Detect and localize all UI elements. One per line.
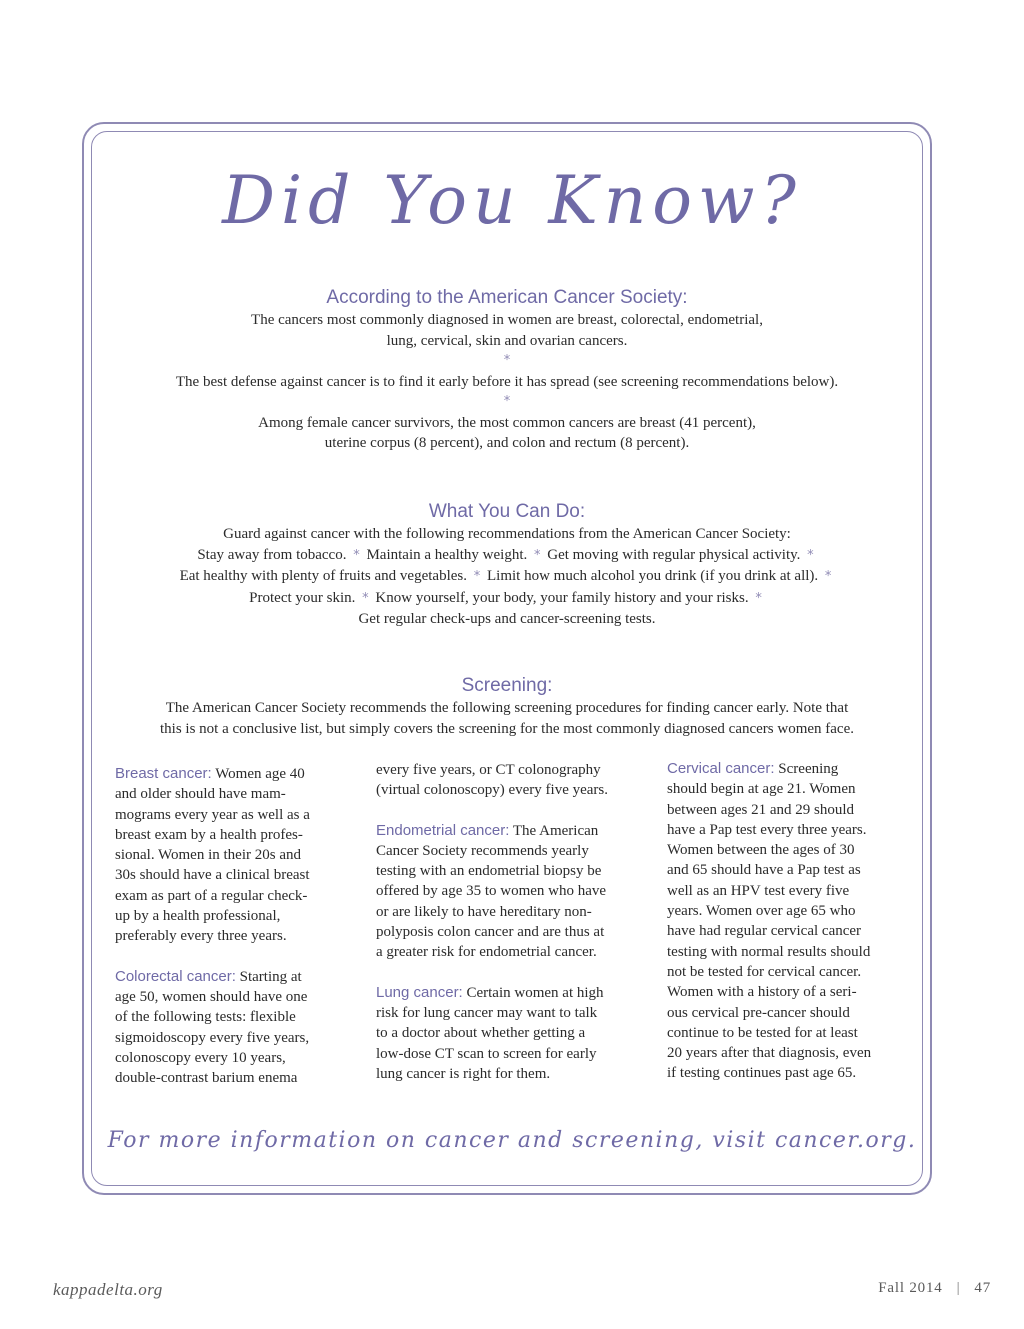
footer-site: kappadelta.org [53,1280,163,1299]
breast-cancer-line: mograms every year as well as a [115,806,310,823]
cervical-cancer-label: Cervical cancer: [667,760,775,777]
breast-cancer-text: Women age 40 [215,766,305,782]
cervical-cancer-line: should begin at age 21. Women [667,781,856,798]
screening-column-3 [667,759,907,1084]
asterisk-separator: * [824,569,832,584]
page-number: 47 [974,1280,991,1296]
cervical-cancer-line: Women between the ages of 30 [667,842,855,859]
colorectal-cancer-line: of the following tests: flexible [115,1009,296,1026]
footer-separator: | [956,1280,961,1296]
footer-issue: Fall 2014 [878,1280,943,1296]
what-section [100,501,914,630]
breast-cancer-label: Breast cancer: [115,765,212,782]
colorectal-cancer-line: colonoscopy every 10 years, [115,1049,286,1066]
lung-cancer-line: to a doctor about whether getting a [376,1025,586,1042]
breast-cancer-line: exam as part of a regular check- [115,887,308,904]
cervical-cancer-line: and 65 should have a Pap test as [667,862,861,879]
endometrial-cancer-line: offered by age 35 to women who have [376,883,607,900]
breast-cancer-line: up by a health professional, [115,908,281,925]
screening-column-2 [376,760,616,1084]
asterisk-separator: * [473,569,481,584]
acs-fact1-line: lung, cervical, skin and ovarian cancers. [386,332,628,349]
cervical-cancer-text: Screening [778,761,839,777]
colorectal-cancer-line: every five years, or CT colonography [376,762,601,778]
acs-fact3-line: uterine corpus (8 percent), and colon and rectum (8 percent). [324,435,690,451]
cervical-cancer-line: 20 years after that diagnosis, even [667,1045,872,1062]
paragraph-gap [376,963,616,983]
what-intro: Guard against cancer with the following recommendations from the American Cancer Society: [223,526,791,542]
recommendations-line-1 [100,545,914,567]
cervical-cancer-line: years. Women over age 65 who [667,903,856,920]
breast-cancer-line: breast exam by a health profes- [115,826,303,843]
acs-fact1-line: The cancers most commonly diagnosed in women are breast, colorectal, endometrial, [251,312,763,328]
breast-cancer-line: sional. Women in their 20s and [115,847,301,864]
recommendation-item: Stay away from tobacco. [197,546,347,563]
recommendation-item: Know yourself, your body, your family history and your risks. [375,589,749,606]
cervical-cancer-line: well as an HPV test every five [667,882,850,899]
cervical-cancer-line: not be tested for cervical cancer. [667,963,862,980]
screening-column-1 [115,764,355,1088]
asterisk-separator: * [353,547,360,563]
endometrial-cancer-line: polyposis colon cancer and are thus at [376,924,605,941]
lung-cancer-line: risk for lung cancer may want to talk [376,1004,598,1021]
recommendations-line-2 [100,566,914,588]
screening-title: Screening: [461,675,553,696]
asterisk-separator: * [362,590,369,606]
endometrial-cancer-line: testing with an endometrial biopsy be [376,863,602,880]
breast-cancer-line: preferably every three years. [115,928,287,945]
acs-fact2: The best defense against cancer is to find it early before it has spread (see screening recommendations below). [175,373,839,390]
cervical-cancer-line: have a Pap test every three years. [667,821,867,838]
endometrial-cancer-line: a greater risk for endometrial cancer. [376,944,597,961]
endometrial-cancer-line: or are likely to have hereditary non- [376,903,592,920]
colorectal-cancer-label: Colorectal cancer: [115,967,236,985]
breast-cancer-line: 30s should have a clinical breast [115,867,310,884]
acs-section [100,287,914,454]
colorectal-cancer-line [115,967,355,987]
recommendation-item: Get moving with regular physical activity. [547,546,801,563]
recommendations-line-4 [100,609,914,630]
lung-cancer-line: low-dose CT scan to screen for early [376,1045,597,1062]
lung-cancer-line [376,983,616,1003]
recommendation-item: Limit how much alcohol you drink (if you drink at all). [486,568,819,584]
cervical-cancer-line: if testing continues past age 65. [667,1065,857,1082]
colorectal-cancer-line: age 50, women should have one [115,988,308,1005]
paragraph-gap [376,801,616,821]
cervical-cancer-line: between ages 21 and 29 should [667,801,855,818]
recommendation-item: Protect your skin. [249,589,356,606]
paragraph-gap [115,947,355,967]
cervical-cancer-line: continue to be tested for at least [667,1024,858,1041]
acs-fact3-line: Among female cancer survivors, the most common cancers are breast (41 percent), [258,414,756,431]
lung-cancer-label: Lung cancer: [376,983,463,1001]
cervical-cancer-line: ous cervical pre-cancer should [667,1004,850,1021]
cervical-cancer-line [667,759,907,779]
colorectal-cancer-line: (virtual colonoscopy) every five years. [376,782,608,799]
cervical-cancer-line: testing with normal results should [667,943,871,960]
lung-cancer-line: lung cancer is right for them. [376,1065,551,1082]
screening-intro-line: The American Cancer Society recommends the following screening procedures for finding cancer early. Note that [165,700,849,716]
asterisk-separator: * [807,547,814,563]
cervical-cancer-line: Women with a history of a seri- [667,984,857,1001]
endometrial-cancer-text: The American [512,822,599,839]
asterisk-separator: * [534,547,541,563]
recommendations-line-3 [100,588,914,610]
colorectal-cancer-line: sigmoidoscopy every five years, [115,1029,310,1046]
what-title: What You Can Do: [428,501,586,522]
screening-section [100,675,914,739]
asterisk-separator: * [755,590,762,606]
headline: Did You Know? [222,162,802,239]
cervical-cancer-line: have had regular cervical cancer [667,923,862,940]
screening-intro-line: this is not a conclusive list, but simply covers the screening for the most commonly diagnosed cancers women face. [160,720,854,737]
recommendation-item: Eat healthy with plenty of fruits and vegetables. [179,568,467,584]
acs-title: According to the American Cancer Society: [326,287,688,308]
recommendation-item: Maintain a healthy weight. [366,546,528,563]
breast-cancer-line [115,764,355,784]
endometrial-cancer-label: Endometrial cancer: [376,821,510,839]
breast-cancer-line: and older should have mam- [115,786,286,803]
colorectal-cancer-text: Starting at [239,968,302,985]
lung-cancer-text: Certain women at high [466,984,604,1001]
endometrial-cancer-line [376,821,616,841]
more-info-callout: For more information on cancer and screening, visit cancer.org. [107,1128,917,1153]
asterisk-separator: * [503,353,511,368]
asterisk-separator: * [503,394,511,409]
recommendation-item: Get regular check-ups and cancer-screening tests. [358,611,656,627]
colorectal-cancer-line: double-contrast barium enema [115,1070,298,1087]
footer-page-info [878,1280,991,1297]
endometrial-cancer-line: Cancer Society recommends yearly [376,842,589,859]
